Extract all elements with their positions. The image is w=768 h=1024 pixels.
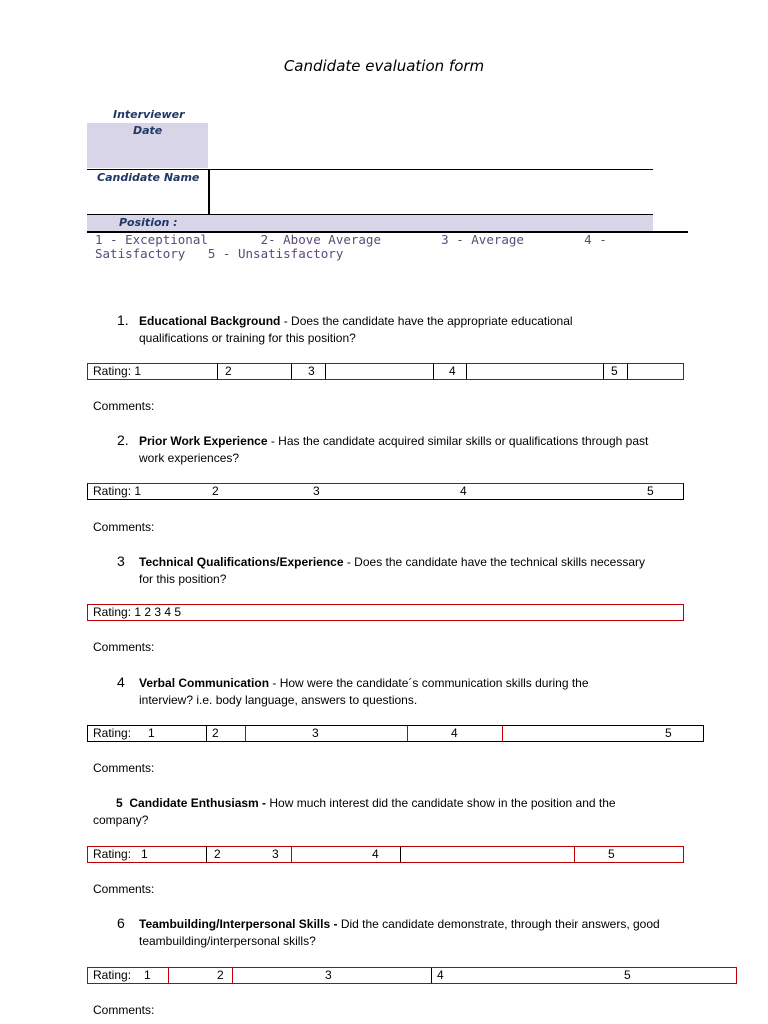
rating-row: [87, 604, 684, 621]
rating-divider: [431, 968, 432, 983]
question-description: - Does the candidate have the technical skills necessary for this position?: [139, 555, 646, 586]
rating-divider: [407, 726, 408, 741]
rating-row: [87, 363, 684, 380]
rating-divider: [217, 364, 218, 379]
question-description: How much interest did the candidate show in the position and the company?: [93, 796, 616, 827]
position-label: Position :: [119, 216, 178, 229]
page-title: Candidate evaluation form: [283, 57, 485, 75]
rating-option-3[interactable]: 3: [325, 968, 332, 982]
rating-option-2[interactable]: 2: [225, 364, 232, 378]
question-heading: Educational Background: [139, 314, 281, 328]
question-number: 5: [116, 796, 123, 810]
question-heading: Technical Qualifications/Experience: [139, 555, 344, 569]
question-number: 1.: [117, 312, 129, 328]
rating-option-1[interactable]: 1: [141, 847, 148, 861]
rating-option-1[interactable]: Rating: 1: [93, 484, 142, 498]
rating-option-2[interactable]: 2: [214, 847, 221, 861]
question-text: [139, 554, 659, 588]
rating-option-5[interactable]: 5: [624, 968, 631, 982]
question-heading: Verbal Communication: [139, 676, 270, 690]
question-heading: Teambuilding/Interpersonal Skills -: [139, 917, 338, 931]
rating-row: [87, 725, 704, 742]
question-number: 3: [117, 553, 125, 569]
rating-row: [87, 967, 737, 984]
rating-scale-line-1: 1 - Exceptional 2- Above Average 3 - Average 4 -: [95, 232, 607, 247]
rating-option-2[interactable]: 2: [212, 726, 219, 740]
rating-divider: [291, 847, 292, 862]
rating-option-3[interactable]: 3: [272, 847, 279, 861]
question-description: - Has the candidate acquired similar skills or qualifications through past work experiences?: [139, 434, 649, 465]
date-label: Date: [133, 124, 163, 137]
rating-divider: [206, 726, 207, 741]
question-text: [139, 313, 629, 347]
rating-divider: [400, 847, 401, 862]
rating-option-5[interactable]: 5: [647, 484, 654, 498]
rating-divider: [168, 968, 169, 983]
comments-label: Comments:: [93, 640, 155, 654]
question-heading: Candidate Enthusiasm -: [129, 796, 267, 810]
question-text: [139, 675, 639, 709]
rating-divider: [206, 847, 207, 862]
question-description: - Does the candidate have the appropriate educational qualifications or training for this position?: [139, 314, 573, 345]
rating-option-1[interactable]: Rating: 1: [93, 364, 142, 378]
rating-label: Rating:: [93, 968, 132, 982]
rating-label: Rating:: [93, 847, 132, 861]
rating-option-4[interactable]: 4: [449, 364, 456, 378]
question-text: [139, 916, 679, 950]
rating-option-3[interactable]: 3: [313, 484, 320, 498]
rating-option-4[interactable]: 4: [437, 968, 444, 982]
question-description: Did the candidate demonstrate, through their answers, good teambuilding/interpersonal skills?: [139, 917, 660, 948]
question-description: - How were the candidate´s communication skills during the interview? i.e. body language, answers to questions.: [139, 676, 589, 707]
rating-divider: [291, 364, 292, 379]
rating-option-2[interactable]: 2: [212, 484, 219, 498]
rating-divider: [245, 726, 246, 741]
candidate-name-label: Candidate Name: [97, 171, 200, 184]
rating-label: Rating:: [93, 726, 132, 740]
rating-option-3[interactable]: 3: [312, 726, 319, 740]
rating-row: [87, 846, 684, 863]
rating-option-5[interactable]: 5: [611, 364, 618, 378]
rating-option-1[interactable]: 1: [144, 968, 151, 982]
rating-option-4[interactable]: 4: [372, 847, 379, 861]
comments-label: Comments:: [93, 882, 155, 896]
rating-option-4[interactable]: 4: [460, 484, 467, 498]
rating-divider: [502, 726, 503, 741]
comments-label: Comments:: [93, 520, 155, 534]
rating-divider: [603, 364, 604, 379]
rating-option-4[interactable]: 4: [451, 726, 458, 740]
rating-divider: [627, 364, 628, 379]
rating-option-5[interactable]: 5: [608, 847, 615, 861]
question-number: 6: [117, 915, 125, 931]
divider: [87, 169, 653, 170]
rating-row: [87, 483, 684, 500]
question-number: 2.: [117, 432, 129, 448]
rating-divider: [574, 847, 575, 862]
comments-label: Comments:: [93, 761, 155, 775]
rating-scale-line-2: Satisfactory 5 - Unsatisfactory: [95, 246, 344, 261]
question-text: [93, 795, 673, 829]
rating-divider: [433, 364, 434, 379]
rating-options[interactable]: Rating: 1 2 3 4 5: [93, 605, 182, 619]
rating-option-3[interactable]: 3: [308, 364, 315, 378]
rating-divider: [325, 364, 326, 379]
rating-option-1[interactable]: 1: [148, 726, 155, 740]
divider: [208, 170, 210, 215]
comments-label: Comments:: [93, 399, 155, 413]
comments-label: Comments:: [93, 1003, 155, 1017]
interviewer-label: Interviewer: [113, 108, 185, 121]
rating-option-5[interactable]: 5: [665, 726, 672, 740]
question-heading: Prior Work Experience: [139, 434, 268, 448]
rating-option-2[interactable]: 2: [217, 968, 224, 982]
rating-divider: [232, 968, 233, 983]
question-text: [139, 433, 669, 467]
question-number: 4: [117, 674, 125, 690]
rating-divider: [466, 364, 467, 379]
